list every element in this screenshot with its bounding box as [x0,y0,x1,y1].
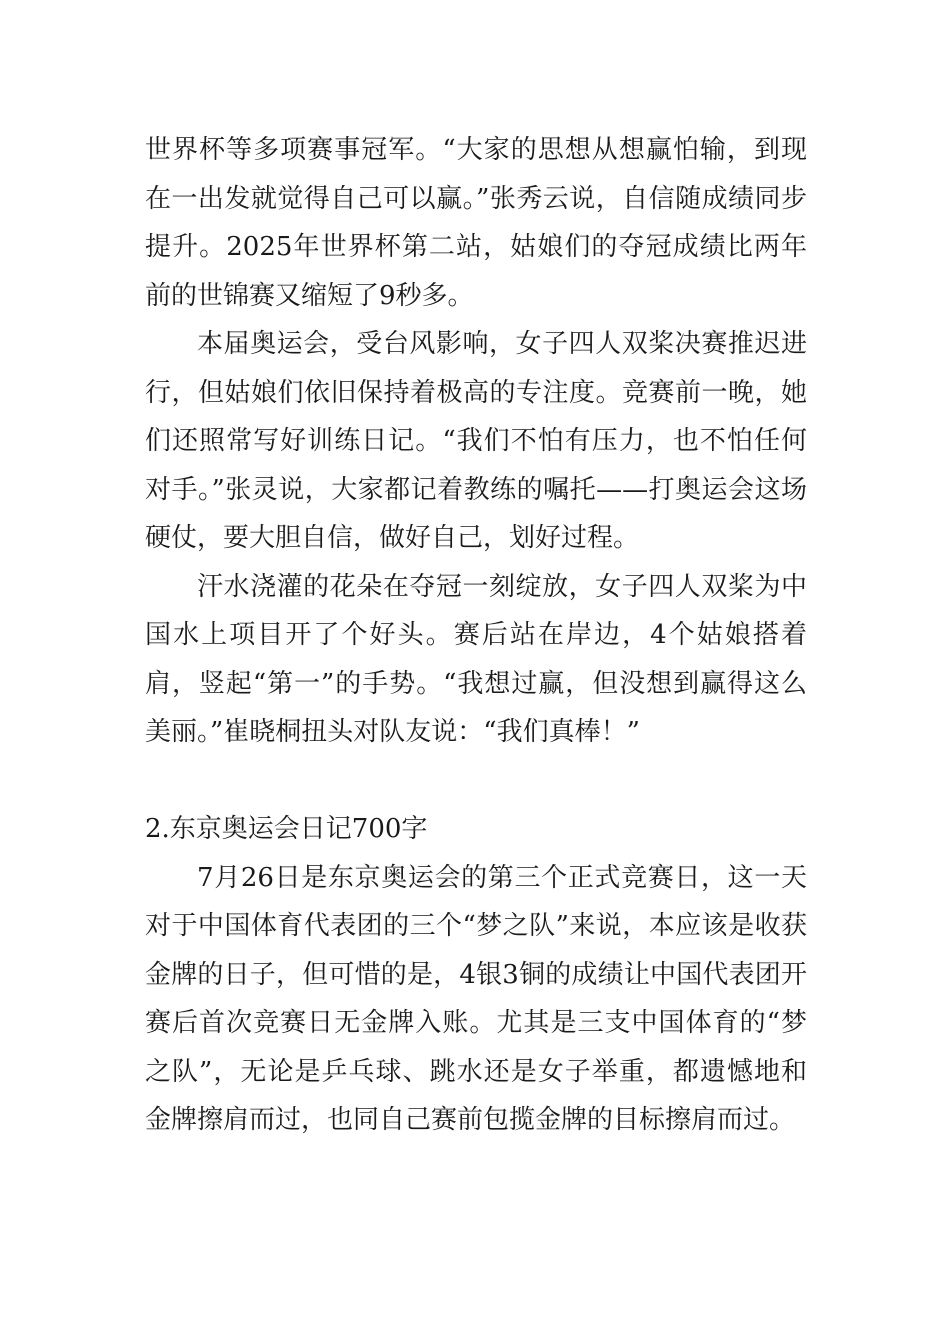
section-heading: 2.东京奥运会日记700字 [145,814,428,844]
section-spacer [145,757,807,806]
paragraph-typhoon-final: 本届奥运会，受台风影响，女子四人双桨决赛推迟进行，但姑娘们依旧保持着极高的专注度。竞赛前一晚，她们还照常写好训练日记。“我们不怕有压力，也不怕任何对手。”张灵说，大家都记着教练的嘱托——打奥运会这场硬仗，要大胆自信，做好自己，划好过程。 [145,329,807,553]
paragraph-continued: 世界杯等多项赛事冠军。“大家的思想从想赢怕输，到现在一出发就觉得自己可以赢。”张秀云说，自信随成绩同步提升。2025年世界杯第二站，姑娘们的夺冠成绩比两年前的世锦赛又缩短了9秒多。 [145,135,807,311]
paragraph-july-26: 7月26日是东京奥运会的第三个正式竞赛日，这一天对于中国体育代表团的三个“梦之队”来说，本应该是收获金牌的日子，但可惜的是，4银3铜的成绩让中国代表团开赛后首次竞赛日无金牌入账。尤其是三支中国体育的“梦之队”，无论是乒乓球、跳水还是女子举重，都遗憾地和金牌擦肩而过，也同自己赛前包揽金牌的目标擦肩而过。 [145,862,807,1135]
paragraph-victory: 汗水浇灌的花朵在夺冠一刻绽放，女子四人双桨为中国水上项目开了个好头。赛后站在岸边，4个姑娘搭着肩，竖起“第一”的手势。“我想过赢，但没想到赢得这么美丽。”崔晓桐扭头对队友说：“我们真棒！” [145,571,807,747]
document-body [145,126,807,1145]
